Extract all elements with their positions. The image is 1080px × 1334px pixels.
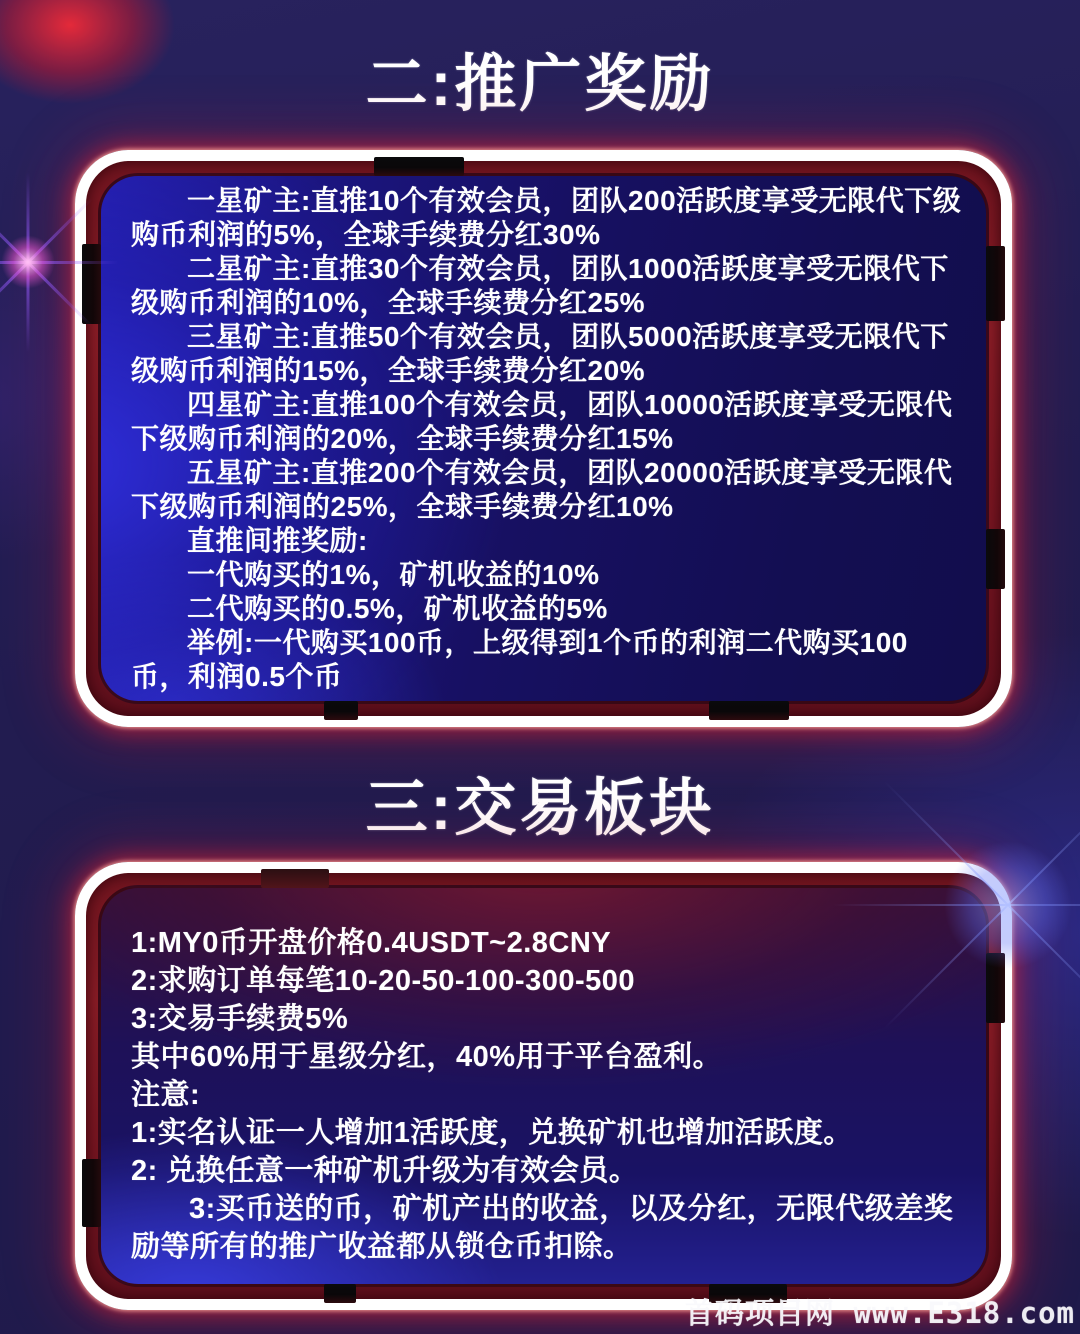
trading-paragraph: 1:MY0币开盘价格0.4USDT~2.8CNY bbox=[131, 927, 612, 959]
promotion-paragraph: 四星矿主:直推100个有效会员，团队10000活跃度享受无限代下级购币利润的20%，全球手续费分红15% bbox=[131, 389, 953, 454]
promotion-paragraph: 一代购买的1%，矿机收益的10% bbox=[187, 559, 600, 590]
trading-paragraph: 2:求购订单每笔10-20-50-100-300-500 bbox=[131, 965, 635, 997]
promotion-paragraph: 举例:一代购买100币，上级得到1个币的利润二代购买100币，利润0.5个币 bbox=[131, 627, 908, 692]
trading-rules-panel bbox=[75, 862, 1012, 1310]
promotion-paragraph: 一星矿主:直推10个有效会员，团队200活跃度享受无限代下级购币利润的5%，全球手续费分红30% bbox=[131, 185, 962, 250]
frame-clamp bbox=[986, 529, 1005, 589]
trading-paragraph: 2: 兑换任意一种矿机升级为有效会员。 bbox=[131, 1155, 639, 1187]
section-title-trading: 三:交易板块 bbox=[365, 774, 715, 843]
watermark: 首码项目网 www.E318.com bbox=[685, 1296, 1075, 1330]
frame-clamp bbox=[324, 1284, 356, 1303]
trading-paragraph: 其中60%用于星级分红，40%用于平台盈利。 bbox=[131, 1041, 723, 1073]
trading-paragraph: 注意: bbox=[131, 1079, 201, 1111]
promotion-paragraph: 二代购买的0.5%，矿机收益的5% bbox=[187, 593, 608, 624]
promotion-panel-body bbox=[98, 173, 989, 704]
frame-clamp bbox=[374, 157, 464, 176]
frame-clamp bbox=[709, 701, 789, 720]
frame-clamp bbox=[261, 869, 329, 888]
frame-clamp bbox=[82, 244, 101, 324]
trading-panel-body bbox=[98, 885, 989, 1287]
promotion-paragraph: 三星矿主:直推50个有效会员，团队5000活跃度享受无限代下级购币利润的15%，全球手续费分红20% bbox=[131, 321, 949, 386]
promotion-paragraph: 二星矿主:直推30个有效会员，团队1000活跃度享受无限代下级购币利润的10%，全球手续费分红25% bbox=[131, 253, 949, 318]
promotion-rules-panel bbox=[75, 150, 1012, 727]
section-title-promotion: 二:推广奖励 bbox=[365, 50, 715, 119]
frame-clamp bbox=[324, 701, 358, 720]
frame-clamp bbox=[82, 1159, 101, 1227]
frame-clamp bbox=[986, 953, 1005, 1023]
promotion-paragraph: 直推间推奖励: bbox=[187, 525, 368, 556]
trading-paragraph: 3:买币送的币，矿机产出的收益，以及分红，无限代级差奖励等所有的推广收益都从锁仓币扣除。 bbox=[131, 1193, 954, 1263]
promotion-paragraph: 五星矿主:直推200个有效会员，团队20000活跃度享受无限代下级购币利润的25%，全球手续费分红10% bbox=[131, 457, 953, 522]
trading-paragraph: 1:实名认证一人增加1活跃度，兑换矿机也增加活跃度。 bbox=[131, 1117, 853, 1149]
frame-clamp bbox=[986, 246, 1005, 321]
trading-paragraph: 3:交易手续费5% bbox=[131, 1003, 349, 1035]
